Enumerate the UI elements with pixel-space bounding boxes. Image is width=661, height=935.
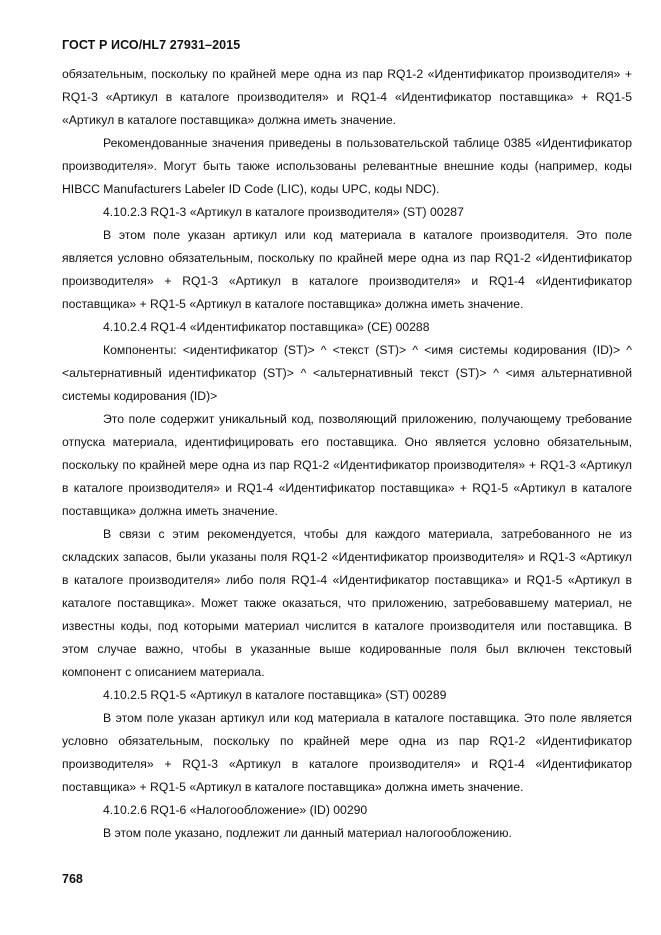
paragraph-recommended-values: Рекомендованные значения приведены в пользовательской таблице 0385 «Идентификатор производителя». Могут быть также использованы релевантные внешние коды (например, коды HIBCC Manufacturers Labeler ID Code (LIC), коды UPC, коды NDC).: [62, 136, 632, 196]
page-number: 768: [62, 872, 83, 886]
paragraph-rq1-5: В этом поле указан артикул или код материала в каталоге поставщика. Это поле является условно обязательным, поскольку по крайней мере одна из пар RQ1-2 «Идентификатор производителя» + RQ1-3 «Артикул в каталоге производителя» и RQ1-4 «Идентификатор поставщика» + RQ1-5 «Артикул в каталоге поставщика» должна иметь значение.: [62, 711, 632, 794]
paragraph-rq1-4: Это поле содержит уникальный код, позволяющий приложению, получающему требование отпуска материала, идентифицировать его поставщика. Оно является условно обязательным, поскольку по крайней мере одна из пар RQ1-2 «Идентификатор производителя» + RQ1-3 «Артикул в каталоге производителя» и RQ1-4 «Идентификатор поставщика» + RQ1-5 «Артикул в каталоге поставщика» должна иметь значение.: [62, 412, 632, 518]
document-body: [62, 63, 632, 845]
section-heading-4-10-2-6: 4.10.2.6 RQ1-6 «Налогообложение» (ID) 00290: [103, 803, 368, 817]
section-heading-4-10-2-4: 4.10.2.4 RQ1-4 «Идентификатор поставщика» (CE) 00288: [103, 320, 430, 334]
section-heading-4-10-2-5: 4.10.2.5 RQ1-5 «Артикул в каталоге поставщика» (ST) 00289: [103, 688, 447, 702]
section-heading-4-10-2-3: 4.10.2.3 RQ1-3 «Артикул в каталоге производителя» (ST) 00287: [103, 205, 464, 219]
document-header: ГОСТ Р ИСО/HL7 27931–2015: [62, 38, 241, 52]
paragraph-rq1-6: В этом поле указано, подлежит ли данный материал налогообложению.: [103, 826, 512, 840]
paragraph-rq1-3: В этом поле указан артикул или код материала в каталоге производителя. Это поле является условно обязательным, поскольку по крайней мере одна из пар RQ1-2 «Идентификатор производителя» + RQ1-3 «Артикул в каталоге производителя» и RQ1-4 «Идентификатор поставщика» + RQ1-5 «Артикул в каталоге поставщика» должна иметь значение.: [62, 228, 632, 311]
paragraph-continuation: обязательным, поскольку по крайней мере одна из пар RQ1-2 «Идентификатор производителя» + RQ1-3 «Артикул в каталоге производителя» и RQ1-4 «Идентификатор поставщика» + RQ1-5 «Артикул в каталоге поставщика» должна иметь значение.: [62, 67, 632, 127]
paragraph-components: Компоненты: <идентификатор (ST)> ^ <текст (ST)> ^ <имя системы кодирования (ID)> ^ <альтернативный идентификатор (ST)> ^ <альтернативный текст (ST)> ^ <имя альтернативной системы кодирования (ID)>: [62, 343, 632, 403]
paragraph-recommendation: В связи с этим рекомендуется, чтобы для каждого материала, затребованного не из складских запасов, были указаны поля RQ1-2 «Идентификатор производителя» и RQ1-3 «Артикул в каталоге производителя» либо поля RQ1-4 «Идентификатор поставщика» и RQ1-5 «Артикул в каталоге поставщика». Может также оказаться, что приложению, затребовавшему материал, не известны коды, под которыми материал числится в каталоге производителя или поставщика. В этом случае важно, чтобы в указанные выше кодированные поля был включен текстовый компонент с описанием материала.: [62, 527, 632, 679]
